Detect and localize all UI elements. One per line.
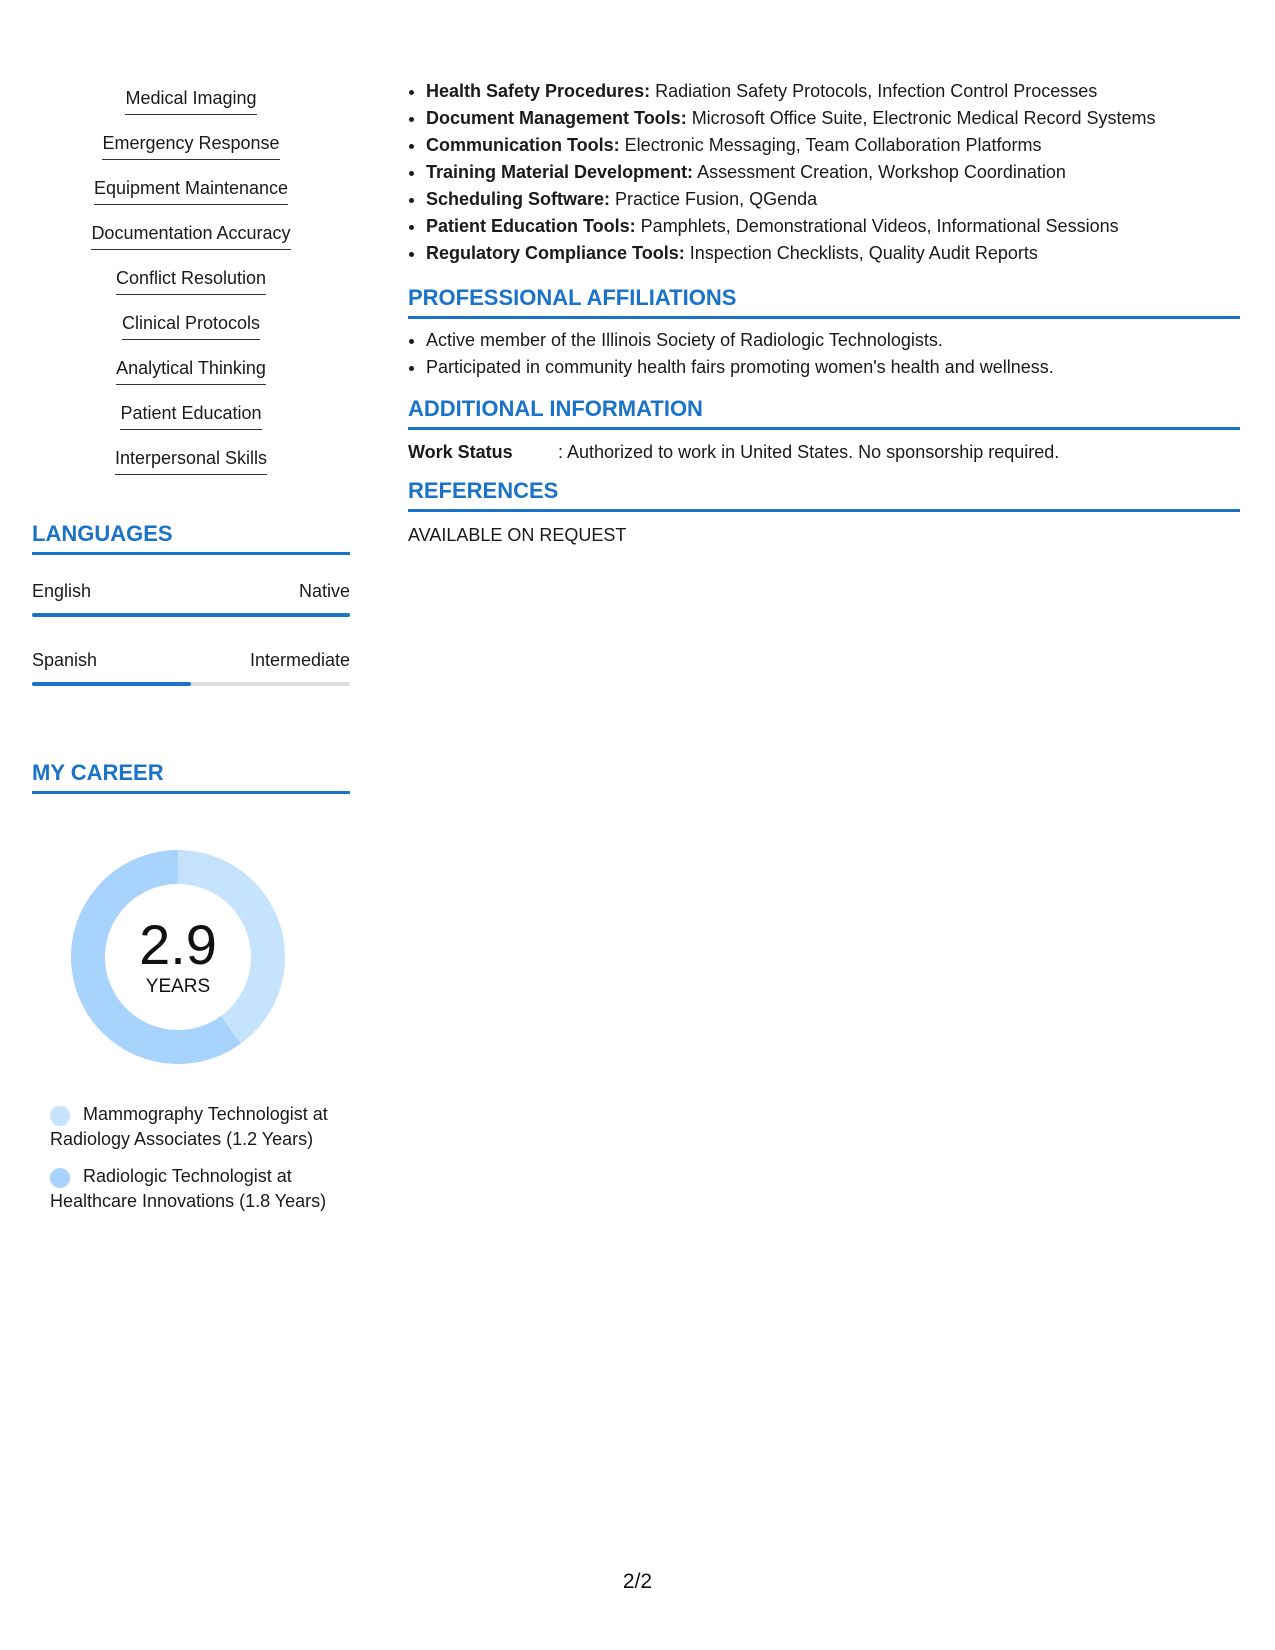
tool-label: Training Material Development: — [426, 162, 694, 182]
skills-list — [32, 86, 350, 491]
legend-item — [50, 1164, 335, 1214]
language-name: Spanish — [32, 650, 98, 670]
career-title: MY CAREER — [32, 759, 350, 794]
skill-label: Documentation Accuracy — [91, 221, 290, 250]
language-bar-fill — [32, 613, 350, 617]
career-section — [32, 759, 350, 794]
tool-item — [426, 186, 1240, 213]
career-legend — [50, 1102, 335, 1226]
languages-section — [32, 520, 350, 555]
skill-item — [32, 446, 350, 491]
tool-label: Health Safety Procedures: — [426, 81, 651, 101]
skill-label: Medical Imaging — [125, 86, 256, 115]
language-bar — [32, 682, 350, 686]
legend-label: Mammography Technologist at Radiology Associates (1.2 Years) — [50, 1104, 328, 1149]
tool-item — [426, 240, 1240, 267]
skill-label: Analytical Thinking — [116, 356, 266, 385]
legend-item — [50, 1102, 335, 1152]
career-donut-chart — [66, 845, 290, 1069]
donut-center — [66, 845, 290, 1069]
language-spanish — [32, 648, 350, 686]
work-status-value: : Authorized to work in United States. No sponsorship required. — [558, 442, 1060, 462]
tools-section — [408, 78, 1240, 267]
page-number: 2/2 — [622, 1570, 653, 1593]
skill-item — [32, 401, 350, 446]
skill-item — [32, 176, 350, 221]
tools-list — [408, 78, 1240, 267]
career-total-years: 2.9 — [139, 913, 217, 976]
references-title: REFERENCES — [408, 477, 1240, 512]
language-level: Intermediate — [249, 650, 350, 670]
tool-label: Scheduling Software: — [426, 189, 611, 209]
language-name: English — [32, 581, 92, 601]
tool-item — [426, 132, 1240, 159]
languages-title: LANGUAGES — [32, 520, 350, 555]
career-total-unit: YEARS — [145, 976, 211, 997]
tool-item — [426, 213, 1240, 240]
language-level: Native — [298, 581, 350, 601]
legend-dot — [50, 1168, 70, 1188]
tool-item — [426, 159, 1240, 186]
legend-label: Radiologic Technologist at Healthcare Innovations (1.8 Years) — [50, 1166, 327, 1211]
affiliation-item: • Participated in community health fairs promoting women's health and wellness. — [426, 354, 1240, 381]
references-section — [408, 477, 1240, 547]
skill-label: Patient Education — [120, 401, 261, 430]
skill-item — [32, 86, 350, 131]
tool-label: Communication Tools: — [426, 135, 620, 155]
work-status-row — [408, 440, 1240, 464]
tool-value: Pamphlets, Demonstrational Videos, Informational Sessions — [635, 216, 1119, 236]
skill-label: Emergency Response — [102, 131, 279, 160]
additional-section — [408, 395, 1240, 464]
tool-label: Regulatory Compliance Tools: — [426, 243, 685, 263]
tool-item — [426, 78, 1240, 105]
tool-value: Electronic Messaging, Team Collaboration Platforms — [619, 135, 1042, 155]
language-bar — [32, 613, 350, 617]
language-english — [32, 579, 350, 617]
additional-title: ADDITIONAL INFORMATION — [408, 395, 1240, 430]
tool-value: Inspection Checklists, Quality Audit Reports — [684, 243, 1038, 263]
tool-label: Patient Education Tools: — [426, 216, 636, 236]
skill-label: Equipment Maintenance — [94, 176, 288, 205]
tool-value: Radiation Safety Protocols, Infection Control Processes — [650, 81, 1098, 101]
skill-item — [32, 266, 350, 311]
affiliation-item: • Active member of the Illinois Society of Radiologic Technologists. — [426, 327, 1240, 354]
references-text: AVAILABLE ON REQUEST — [408, 525, 627, 545]
skill-label: Conflict Resolution — [116, 266, 266, 295]
skill-item — [32, 356, 350, 401]
tool-value: Assessment Creation, Workshop Coordination — [693, 162, 1066, 182]
work-status-label: Work Status — [408, 442, 513, 462]
tool-item — [426, 105, 1240, 132]
affiliations-list — [408, 327, 1240, 381]
skill-item — [32, 131, 350, 176]
affiliations-section — [408, 284, 1240, 381]
skill-item — [32, 311, 350, 356]
skill-item — [32, 221, 350, 266]
skill-label: Clinical Protocols — [122, 311, 260, 340]
legend-dot — [50, 1106, 70, 1126]
tool-value: Practice Fusion, QGenda — [610, 189, 818, 209]
skill-label: Interpersonal Skills — [115, 446, 267, 475]
language-bar-fill — [32, 682, 191, 686]
tool-value: Microsoft Office Suite, Electronic Medical Record Systems — [686, 108, 1156, 128]
affiliations-title: PROFESSIONAL AFFILIATIONS — [408, 284, 1240, 319]
tool-label: Document Management Tools: — [426, 108, 687, 128]
